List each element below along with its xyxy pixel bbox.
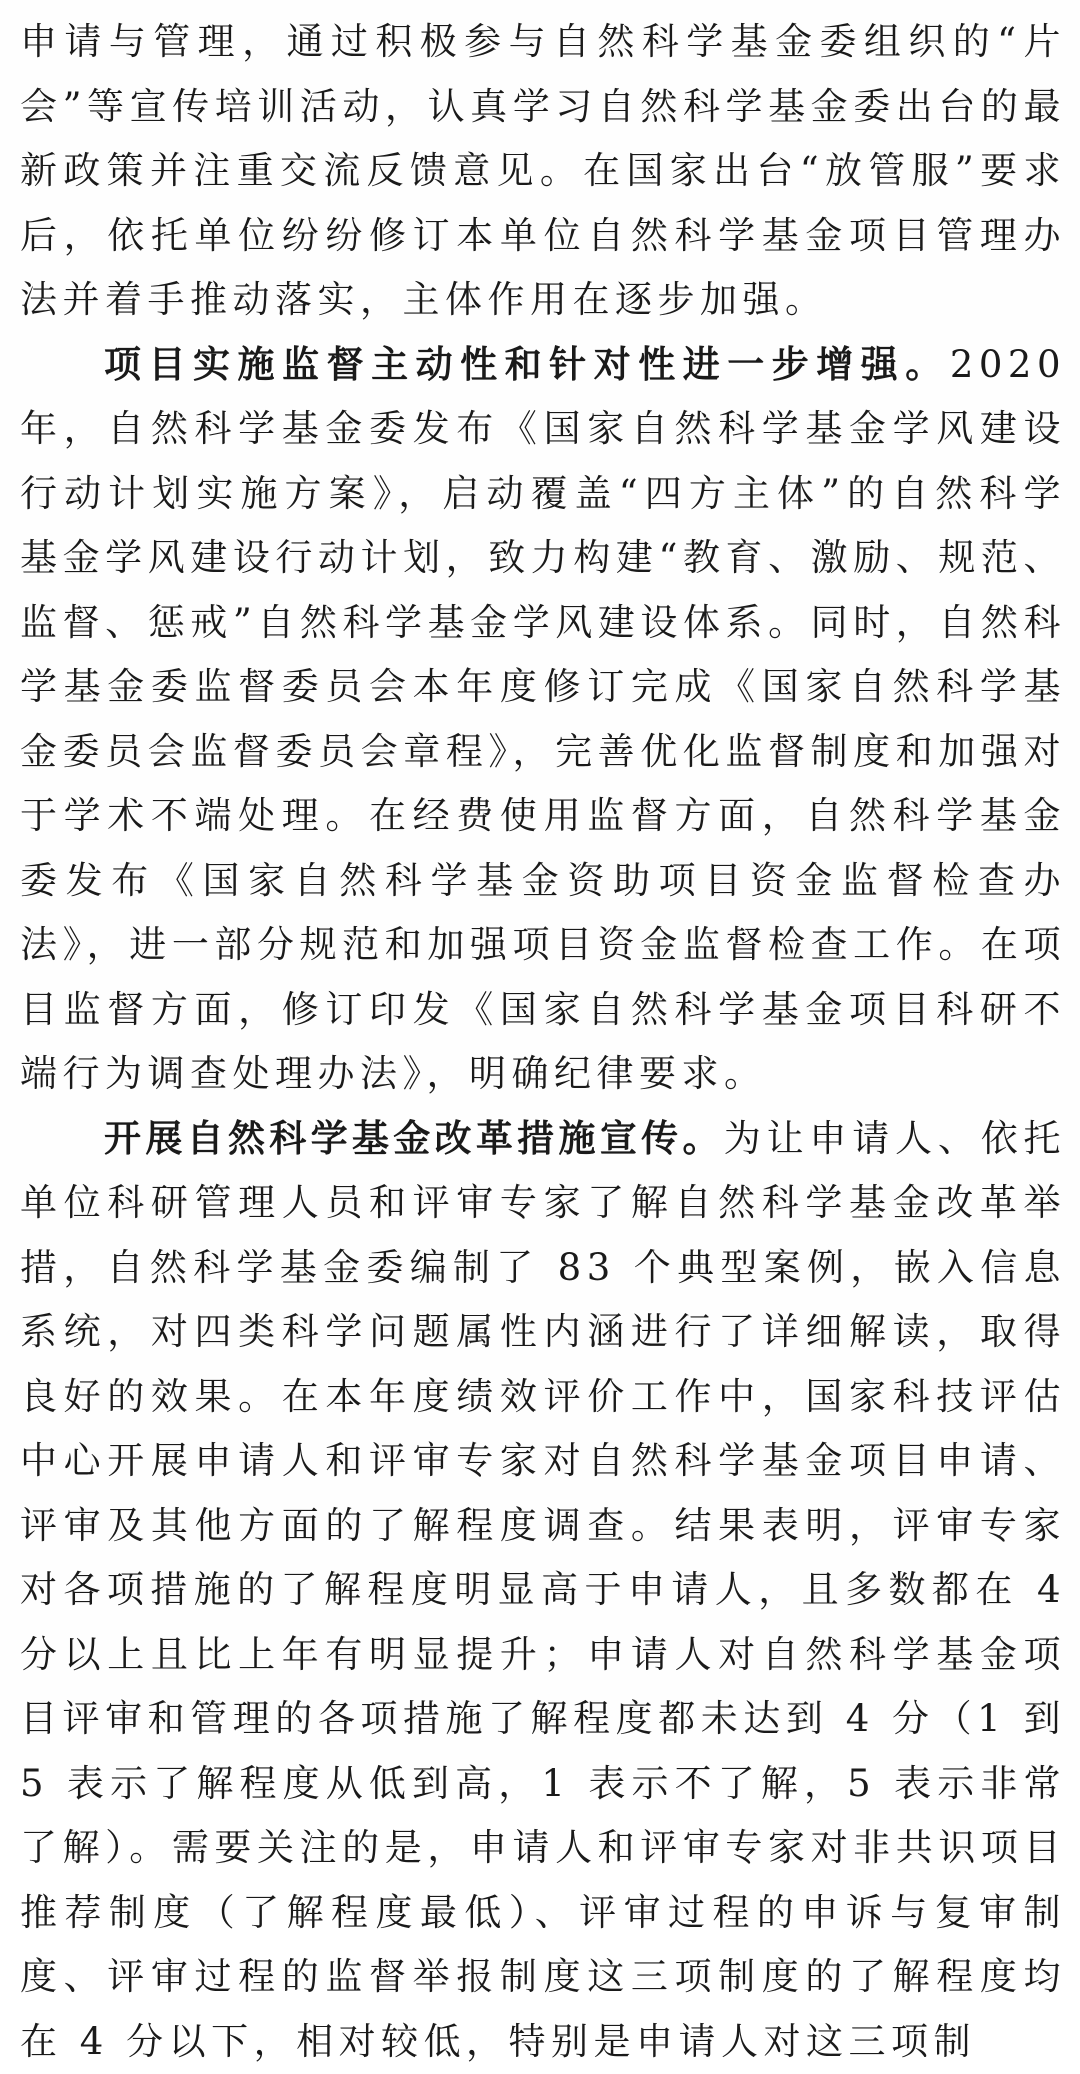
paragraph-reform-publicity <box>20 1107 1066 2074</box>
paragraph-lead-heading: 项目实施监督主动性和针对性进一步增强。 <box>104 343 950 386</box>
paragraph-text: 2020 年，自然科学基金委发布《国家自然科学基金学风建设行动计划实施方案》，启动覆盖“四方主体”的自然科学基金学风建设行动计划，致力构建“教育、激励、规范、监督、惩戒”自然科学基金学风建设体系。同时，自然科学基金委监督委员会本年度修订完成《国家自然科学基金委员会监督委员会章程》，完善优化监督制度和加强对于学术不端处理。在经费使用监督方面，自然科学基金委发布《国家自然科学基金资助项目资金监督检查办法》，进一部分规范和加强项目资金监督检查工作。在项目监督方面，修订印发《国家自然科学基金项目科研不端行为调查处理办法》，明确纪律要求。 <box>20 343 1066 1096</box>
paragraph-lead-heading: 开展自然科学基金改革措施宣传。 <box>104 1117 724 1160</box>
paragraph-text: 申请与管理，通过积极参与自然科学基金委组织的“片会”等宣传培训活动，认真学习自然科学基金委出台的最新政策并注重交流反馈意见。在国家出台“放管服”要求后，依托单位纷纷修订本单位自然科学基金项目管理办法并着手推动落实，主体作用在逐步加强。 <box>20 20 1066 321</box>
paragraph-application-management <box>20 10 1066 333</box>
paragraph-text: 为让申请人、依托单位科研管理人员和评审专家了解自然科学基金改革举措，自然科学基金委编制了 83 个典型案例，嵌入信息系统，对四类科学问题属性内涵进行了详细解读，取得良好的效果。在本年度绩效评价工作中，国家科技评估中心开展申请人和评审专家对自然科学基金项目申请、评审及其他方面的了解程度调查。结果表明，评审专家对各项措施的了解程度明显高于申请人，且多数都在 4 分以上且比上年有明显提升；申请人对自然科学基金项目评审和管理的各项措施了解程度都未达到 4 分（1 到 5 表示了解程度从低到高，1 表示不了解，5 表示非常了解）。需要关注的是，申请人和评审专家对非共识项目推荐制度（了解程度最低）、评审过程的申诉与复审制度、评审过程的监督举报制度这三项制度的了解程度均在 4 分以下，相对较低，特别是申请人对这三项制 <box>20 1117 1066 2063</box>
paragraph-supervision <box>20 333 1066 1107</box>
